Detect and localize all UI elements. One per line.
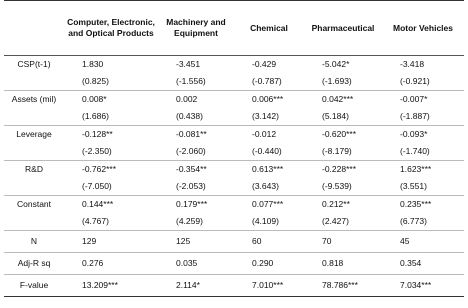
coef-cell: -0.354** <box>158 161 234 179</box>
coef-cell: 1.623*** <box>382 161 464 179</box>
header-chemical: Chemical <box>234 1 304 56</box>
coef-cell: -0.093* <box>382 126 464 144</box>
regression-table-container <box>4 0 464 297</box>
tstat-cell: (-1.740) <box>400 146 430 156</box>
coef-cell: 0.008* <box>64 91 158 109</box>
tstat-cell: (3.643) <box>252 181 279 191</box>
tstat-cell: (4.767) <box>82 216 109 226</box>
coef-row-rnd <box>4 161 464 179</box>
row-label: Assets (mil) <box>4 91 64 109</box>
tstat-row-csp <box>4 73 464 91</box>
header-machinery: Machinery and Equipment <box>158 1 234 56</box>
tstat-cell: (1.686) <box>82 111 109 121</box>
tstat-row-rnd <box>4 178 464 196</box>
coef-cell: -0.007* <box>382 91 464 109</box>
stat-cell: 7.010*** <box>234 275 304 297</box>
coef-row-assets <box>4 91 464 109</box>
stat-cell: 0.818 <box>304 253 382 275</box>
stat-cell: 129 <box>64 231 158 253</box>
tstat-cell: (0.438) <box>176 111 203 121</box>
tstat-row-leverage <box>4 143 464 161</box>
stat-cell: 125 <box>158 231 234 253</box>
tstat-cell: (3.142) <box>252 111 279 121</box>
tstat-cell: (-1.556) <box>176 76 206 86</box>
coef-cell: 0.613*** <box>234 161 304 179</box>
coef-cell: 0.235*** <box>382 196 464 214</box>
stat-cell: 0.290 <box>234 253 304 275</box>
tstat-cell: (-0.921) <box>400 76 430 86</box>
stat-cell: 78.786*** <box>304 275 382 297</box>
coef-cell: 1.830 <box>82 59 104 69</box>
row-label: Leverage <box>4 126 64 144</box>
coef-cell: -0.128** <box>64 126 158 144</box>
coef-cell: 0.212** <box>304 196 382 214</box>
coef-row-csp <box>4 56 464 74</box>
tstat-cell: (-1.693) <box>322 76 352 86</box>
tstat-cell: (5.184) <box>322 111 349 121</box>
row-label: F-value <box>4 275 64 297</box>
tstat-cell: (6.773) <box>400 216 427 226</box>
stat-cell: 60 <box>234 231 304 253</box>
row-label: CSP(t-1) <box>17 59 51 69</box>
tstat-cell: (2.427) <box>322 216 349 226</box>
tstat-cell: (-7.050) <box>82 181 112 191</box>
coef-cell: 0.006*** <box>234 91 304 109</box>
tstat-cell: (-2.060) <box>176 146 206 156</box>
coef-row-constant <box>4 196 464 214</box>
coef-cell: 0.144*** <box>64 196 158 214</box>
tstat-cell: (0.825) <box>82 76 109 86</box>
header-computer-electronic: Computer, Electronic, and Optical Products <box>64 1 158 56</box>
regression-table <box>4 0 464 297</box>
row-label: Adj-R sq <box>4 253 64 275</box>
tstat-cell: (-2.053) <box>176 181 206 191</box>
tstat-row-assets <box>4 108 464 126</box>
coef-cell: -0.762*** <box>64 161 158 179</box>
row-label: N <box>4 231 64 253</box>
coef-cell: -0.228*** <box>304 161 382 179</box>
tstat-cell: (-0.787) <box>252 76 282 86</box>
tstat-cell: (-8.179) <box>322 146 352 156</box>
stat-cell: 2.114* <box>158 275 234 297</box>
coef-cell: 0.077*** <box>234 196 304 214</box>
tstat-cell: (-1.887) <box>400 111 430 121</box>
stat-cell: 13.209*** <box>64 275 158 297</box>
coef-cell: -5.042* <box>322 59 350 69</box>
header-motor-vehicles: Motor Vehicles <box>382 1 464 56</box>
coef-cell: 0.002 <box>158 91 234 109</box>
tstat-cell: (3.551) <box>400 181 427 191</box>
tstat-cell: (4.259) <box>176 216 203 226</box>
stat-row-f-value <box>4 275 464 297</box>
stat-row-adj-r-sq <box>4 253 464 275</box>
stat-cell: 7.034*** <box>382 275 464 297</box>
row-label: R&D <box>4 161 64 179</box>
stat-row-n <box>4 231 464 253</box>
coef-cell: -0.081** <box>158 126 234 144</box>
coef-cell: -0.429 <box>252 59 277 69</box>
stat-cell: 0.354 <box>382 253 464 275</box>
coef-cell: 0.042*** <box>304 91 382 109</box>
header-pharmaceutical: Pharmaceutical <box>304 1 382 56</box>
header-corner <box>4 1 64 56</box>
tstat-cell: (-2.350) <box>82 146 112 156</box>
stat-cell: 70 <box>304 231 382 253</box>
coef-cell: -0.012 <box>234 126 304 144</box>
tstat-cell: (4.109) <box>252 216 279 226</box>
stat-cell: 45 <box>382 231 464 253</box>
coef-cell: 0.179*** <box>158 196 234 214</box>
tstat-cell: (-0.440) <box>252 146 282 156</box>
header-row <box>4 1 464 56</box>
coef-cell: -0.620*** <box>304 126 382 144</box>
tstat-row-constant <box>4 213 464 231</box>
stat-cell: 0.276 <box>64 253 158 275</box>
tstat-cell: (-9.539) <box>322 181 352 191</box>
coef-cell: -3.451 <box>176 59 201 69</box>
row-label: Constant <box>4 196 64 214</box>
coef-cell: -3.418 <box>400 59 425 69</box>
stat-cell: 0.035 <box>158 253 234 275</box>
coef-row-leverage <box>4 126 464 144</box>
